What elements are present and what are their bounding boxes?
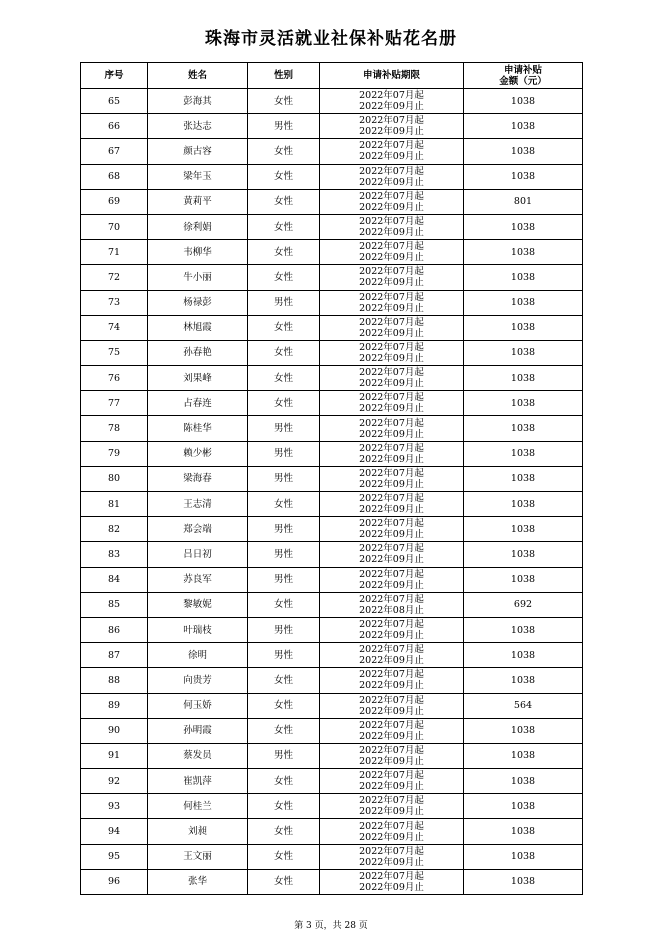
period-end: 2022年09月止 — [359, 327, 424, 339]
cell-amount: 1038 — [464, 844, 583, 869]
table-row — [81, 643, 583, 668]
cell-amount: 1038 — [464, 567, 583, 592]
cell-gender: 女性 — [248, 391, 320, 416]
table-row — [81, 441, 583, 466]
period-start: 2022年07月起 — [359, 744, 424, 756]
table-row — [81, 466, 583, 491]
cell-seq: 80 — [81, 466, 148, 491]
cell-amount: 564 — [464, 693, 583, 718]
cell-gender: 男性 — [248, 542, 320, 567]
period-end: 2022年09月止 — [359, 302, 424, 314]
period-start: 2022年07月起 — [359, 241, 424, 253]
cell-seq: 72 — [81, 265, 148, 290]
roster-table — [80, 62, 583, 895]
page-title: 珠海市灵活就业社保补贴花名册 — [205, 29, 457, 49]
table-row — [81, 592, 583, 617]
cell-seq: 94 — [81, 819, 148, 844]
cell-seq: 71 — [81, 240, 148, 265]
cell-gender: 女性 — [248, 844, 320, 869]
period-end: 2022年09月止 — [359, 881, 424, 893]
cell-gender: 女性 — [248, 769, 320, 794]
period-end: 2022年09月止 — [359, 831, 424, 843]
table-row — [81, 340, 583, 365]
cell-amount: 1038 — [464, 340, 583, 365]
period-end: 2022年09月止 — [359, 529, 424, 541]
cell-seq: 93 — [81, 794, 148, 819]
cell-name: 苏良军 — [148, 567, 248, 592]
cell-seq: 85 — [81, 592, 148, 617]
period-end: 2022年09月止 — [359, 856, 424, 868]
cell-name: 梁年玉 — [148, 164, 248, 189]
cell-name: 张达志 — [148, 114, 248, 139]
cell-name: 崔凯萍 — [148, 769, 248, 794]
table-row — [81, 617, 583, 642]
cell-period — [320, 315, 464, 340]
period-start: 2022年07月起 — [359, 417, 424, 429]
cell-seq: 66 — [81, 114, 148, 139]
cell-seq: 76 — [81, 366, 148, 391]
cell-amount: 1038 — [464, 290, 583, 315]
cell-period — [320, 743, 464, 768]
cell-period — [320, 769, 464, 794]
cell-gender: 男性 — [248, 416, 320, 441]
cell-seq: 65 — [81, 89, 148, 114]
cell-seq: 89 — [81, 693, 148, 718]
cell-seq: 74 — [81, 315, 148, 340]
cell-period — [320, 643, 464, 668]
period-start: 2022年07月起 — [359, 467, 424, 479]
cell-seq: 81 — [81, 492, 148, 517]
period-end: 2022年09月止 — [359, 101, 424, 113]
cell-amount: 1038 — [464, 139, 583, 164]
header-name: 姓名 — [148, 63, 248, 89]
period-end: 2022年09月止 — [359, 630, 424, 642]
period-start: 2022年07月起 — [359, 845, 424, 857]
cell-name: 孙明霞 — [148, 718, 248, 743]
cell-period — [320, 366, 464, 391]
cell-gender: 男性 — [248, 466, 320, 491]
cell-amount: 1038 — [464, 492, 583, 517]
cell-name: 黎敏妮 — [148, 592, 248, 617]
cell-period — [320, 466, 464, 491]
table-row — [81, 164, 583, 189]
cell-amount: 1038 — [464, 517, 583, 542]
cell-amount: 1038 — [464, 466, 583, 491]
period-end: 2022年09月止 — [359, 252, 424, 264]
cell-amount: 1038 — [464, 441, 583, 466]
cell-gender: 女性 — [248, 668, 320, 693]
period-start: 2022年07月起 — [359, 795, 424, 807]
cell-period — [320, 416, 464, 441]
table-row — [81, 743, 583, 768]
cell-name: 韦柳华 — [148, 240, 248, 265]
cell-name: 黄莉平 — [148, 189, 248, 214]
cell-name: 孙春艳 — [148, 340, 248, 365]
period-start: 2022年07月起 — [359, 770, 424, 782]
period-end: 2022年09月止 — [359, 579, 424, 591]
cell-amount: 1038 — [464, 794, 583, 819]
period-end: 2022年09月止 — [359, 554, 424, 566]
cell-name: 吕日初 — [148, 542, 248, 567]
cell-amount: 1038 — [464, 617, 583, 642]
period-end: 2022年09月止 — [359, 352, 424, 364]
period-end: 2022年09月止 — [359, 403, 424, 415]
cell-period — [320, 869, 464, 894]
table-row — [81, 844, 583, 869]
header-amount-line1: 申请补贴 — [503, 64, 542, 76]
table-header-row — [81, 63, 583, 89]
table-row — [81, 265, 583, 290]
cell-gender: 女性 — [248, 492, 320, 517]
cell-amount: 1038 — [464, 542, 583, 567]
period-end: 2022年09月止 — [359, 453, 424, 465]
cell-seq: 83 — [81, 542, 148, 567]
period-start: 2022年07月起 — [359, 719, 424, 731]
header-amount-line2: 金额（元） — [499, 75, 547, 87]
cell-period — [320, 114, 464, 139]
period-end: 2022年09月止 — [359, 504, 424, 516]
cell-seq: 91 — [81, 743, 148, 768]
period-end: 2022年09月止 — [359, 151, 424, 163]
cell-gender: 女性 — [248, 265, 320, 290]
cell-seq: 73 — [81, 290, 148, 315]
cell-name: 何桂兰 — [148, 794, 248, 819]
cell-period — [320, 567, 464, 592]
cell-period — [320, 517, 464, 542]
period-start: 2022年07月起 — [359, 518, 424, 530]
table-row — [81, 214, 583, 239]
cell-gender: 女性 — [248, 340, 320, 365]
cell-name: 刘果峰 — [148, 366, 248, 391]
period-start: 2022年07月起 — [359, 367, 424, 379]
cell-seq: 96 — [81, 869, 148, 894]
cell-gender: 女性 — [248, 315, 320, 340]
table-row — [81, 693, 583, 718]
cell-seq: 84 — [81, 567, 148, 592]
table-row — [81, 819, 583, 844]
cell-name: 蔡发员 — [148, 743, 248, 768]
cell-amount: 1038 — [464, 265, 583, 290]
period-start: 2022年07月起 — [359, 165, 424, 177]
cell-name: 梁海春 — [148, 466, 248, 491]
period-start: 2022年07月起 — [359, 341, 424, 353]
cell-gender: 女性 — [248, 366, 320, 391]
cell-name: 徐利娟 — [148, 214, 248, 239]
table-row — [81, 315, 583, 340]
period-start: 2022年07月起 — [359, 392, 424, 404]
cell-period — [320, 542, 464, 567]
cell-seq: 75 — [81, 340, 148, 365]
cell-gender: 男性 — [248, 743, 320, 768]
cell-seq: 79 — [81, 441, 148, 466]
period-start: 2022年07月起 — [359, 820, 424, 832]
table-row — [81, 290, 583, 315]
cell-amount: 1038 — [464, 89, 583, 114]
period-start: 2022年07月起 — [359, 442, 424, 454]
cell-gender: 女性 — [248, 139, 320, 164]
cell-seq: 70 — [81, 214, 148, 239]
cell-name: 叶瑞枝 — [148, 617, 248, 642]
cell-name: 陈桂华 — [148, 416, 248, 441]
cell-gender: 女性 — [248, 189, 320, 214]
cell-seq: 92 — [81, 769, 148, 794]
cell-period — [320, 189, 464, 214]
cell-name: 占春连 — [148, 391, 248, 416]
period-start: 2022年07月起 — [359, 291, 424, 303]
cell-name: 刘昶 — [148, 819, 248, 844]
cell-period — [320, 139, 464, 164]
period-end: 2022年08月止 — [359, 604, 424, 616]
cell-period — [320, 240, 464, 265]
cell-name: 杨禄彭 — [148, 290, 248, 315]
cell-gender: 女性 — [248, 164, 320, 189]
table-row — [81, 517, 583, 542]
table-row — [81, 794, 583, 819]
cell-period — [320, 794, 464, 819]
period-end: 2022年09月止 — [359, 277, 424, 289]
cell-amount: 692 — [464, 592, 583, 617]
cell-amount: 1038 — [464, 718, 583, 743]
table-row — [81, 769, 583, 794]
cell-gender: 男性 — [248, 617, 320, 642]
cell-amount: 1038 — [464, 114, 583, 139]
cell-amount: 1038 — [464, 366, 583, 391]
period-start: 2022年07月起 — [359, 669, 424, 681]
cell-period — [320, 391, 464, 416]
cell-seq: 88 — [81, 668, 148, 693]
period-end: 2022年09月止 — [359, 176, 424, 188]
cell-period — [320, 844, 464, 869]
cell-period — [320, 164, 464, 189]
cell-gender: 男性 — [248, 114, 320, 139]
period-start: 2022年07月起 — [359, 316, 424, 328]
cell-gender: 男性 — [248, 567, 320, 592]
cell-seq: 69 — [81, 189, 148, 214]
table-row — [81, 416, 583, 441]
cell-amount: 1038 — [464, 164, 583, 189]
period-end: 2022年09月止 — [359, 378, 424, 390]
cell-gender: 男性 — [248, 517, 320, 542]
cell-name: 林旭霞 — [148, 315, 248, 340]
period-end: 2022年09月止 — [359, 428, 424, 440]
header-gender: 性别 — [248, 63, 320, 89]
cell-name: 赖少彬 — [148, 441, 248, 466]
cell-amount: 1038 — [464, 819, 583, 844]
cell-period — [320, 340, 464, 365]
cell-gender: 女性 — [248, 693, 320, 718]
period-start: 2022年07月起 — [359, 694, 424, 706]
period-end: 2022年09月止 — [359, 227, 424, 239]
cell-amount: 1038 — [464, 240, 583, 265]
cell-seq: 86 — [81, 617, 148, 642]
period-start: 2022年07月起 — [359, 870, 424, 882]
table-row — [81, 89, 583, 114]
period-start: 2022年07月起 — [359, 593, 424, 605]
cell-period — [320, 668, 464, 693]
period-start: 2022年07月起 — [359, 216, 424, 228]
cell-seq: 87 — [81, 643, 148, 668]
header-period: 申请补贴期限 — [320, 63, 464, 89]
table-row — [81, 567, 583, 592]
period-end: 2022年09月止 — [359, 755, 424, 767]
cell-name: 张华 — [148, 869, 248, 894]
period-start: 2022年07月起 — [359, 140, 424, 152]
cell-seq: 78 — [81, 416, 148, 441]
cell-amount: 1038 — [464, 869, 583, 894]
period-start: 2022年07月起 — [359, 644, 424, 656]
cell-amount: 1038 — [464, 769, 583, 794]
table-row — [81, 391, 583, 416]
cell-gender: 女性 — [248, 869, 320, 894]
cell-period — [320, 290, 464, 315]
cell-name: 向贵芳 — [148, 668, 248, 693]
cell-period — [320, 89, 464, 114]
period-end: 2022年09月止 — [359, 680, 424, 692]
cell-period — [320, 718, 464, 743]
cell-amount: 1038 — [464, 416, 583, 441]
cell-name: 王文丽 — [148, 844, 248, 869]
cell-period — [320, 592, 464, 617]
period-end: 2022年09月止 — [359, 730, 424, 742]
cell-period — [320, 819, 464, 844]
cell-seq: 90 — [81, 718, 148, 743]
table-row — [81, 869, 583, 894]
cell-name: 何玉娇 — [148, 693, 248, 718]
cell-seq: 68 — [81, 164, 148, 189]
period-end: 2022年09月止 — [359, 806, 424, 818]
cell-amount: 1038 — [464, 391, 583, 416]
cell-amount: 1038 — [464, 315, 583, 340]
cell-seq: 67 — [81, 139, 148, 164]
cell-gender: 女性 — [248, 592, 320, 617]
cell-gender: 女性 — [248, 214, 320, 239]
table-row — [81, 189, 583, 214]
cell-period — [320, 617, 464, 642]
cell-gender: 女性 — [248, 819, 320, 844]
cell-name: 王志清 — [148, 492, 248, 517]
page-footer: 第 3 页，共 28 页 — [294, 921, 368, 931]
period-start: 2022年07月起 — [359, 115, 424, 127]
period-start: 2022年07月起 — [359, 543, 424, 555]
table-row — [81, 139, 583, 164]
cell-seq: 82 — [81, 517, 148, 542]
roster-body — [81, 89, 583, 895]
period-end: 2022年09月止 — [359, 781, 424, 793]
cell-gender: 男性 — [248, 441, 320, 466]
header-seq: 序号 — [81, 63, 148, 89]
cell-name: 牛小丽 — [148, 265, 248, 290]
cell-name: 徐明 — [148, 643, 248, 668]
header-amount — [464, 63, 583, 89]
cell-period — [320, 693, 464, 718]
table-row — [81, 542, 583, 567]
period-end: 2022年09月止 — [359, 705, 424, 717]
cell-gender: 女性 — [248, 89, 320, 114]
cell-period — [320, 441, 464, 466]
cell-gender: 男性 — [248, 643, 320, 668]
table-row — [81, 240, 583, 265]
cell-period — [320, 492, 464, 517]
cell-seq: 95 — [81, 844, 148, 869]
period-start: 2022年07月起 — [359, 568, 424, 580]
table-row — [81, 718, 583, 743]
cell-amount: 801 — [464, 189, 583, 214]
cell-seq: 77 — [81, 391, 148, 416]
cell-name: 彭海其 — [148, 89, 248, 114]
cell-amount: 1038 — [464, 668, 583, 693]
period-end: 2022年09月止 — [359, 478, 424, 490]
cell-amount: 1038 — [464, 743, 583, 768]
period-end: 2022年09月止 — [359, 655, 424, 667]
table-row — [81, 668, 583, 693]
period-end: 2022年09月止 — [359, 201, 424, 213]
cell-period — [320, 265, 464, 290]
period-start: 2022年07月起 — [359, 266, 424, 278]
cell-amount: 1038 — [464, 643, 583, 668]
table-row — [81, 366, 583, 391]
period-start: 2022年07月起 — [359, 619, 424, 631]
cell-gender: 男性 — [248, 290, 320, 315]
cell-gender: 女性 — [248, 794, 320, 819]
cell-name: 郑会端 — [148, 517, 248, 542]
cell-period — [320, 214, 464, 239]
table-row — [81, 492, 583, 517]
cell-gender: 女性 — [248, 240, 320, 265]
cell-name: 颜古容 — [148, 139, 248, 164]
cell-amount: 1038 — [464, 214, 583, 239]
period-start: 2022年07月起 — [359, 90, 424, 102]
period-start: 2022年07月起 — [359, 493, 424, 505]
cell-gender: 女性 — [248, 718, 320, 743]
period-end: 2022年09月止 — [359, 126, 424, 138]
period-start: 2022年07月起 — [359, 190, 424, 202]
table-row — [81, 114, 583, 139]
